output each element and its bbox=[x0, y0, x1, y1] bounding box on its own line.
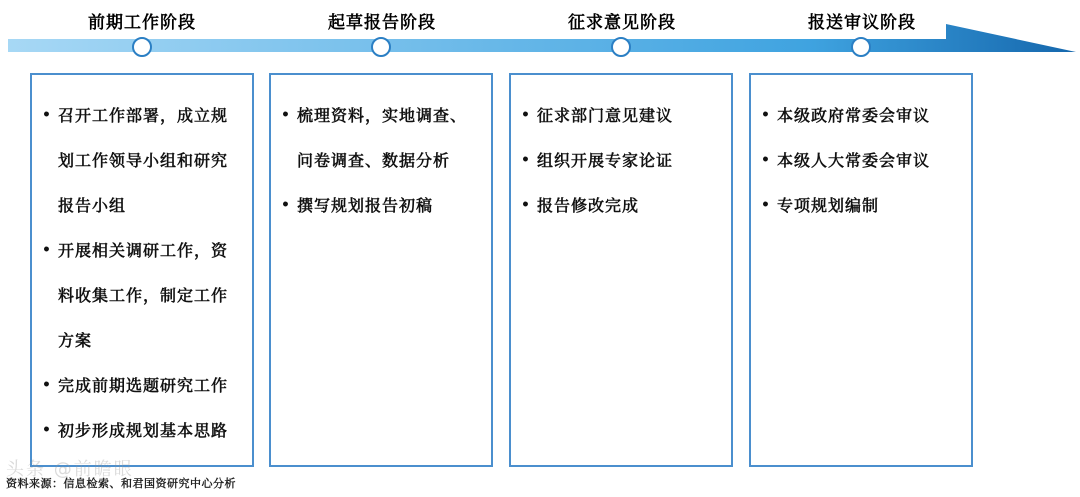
list-item: • 征求部门意见建议 bbox=[521, 93, 721, 138]
source-note: 资料来源：信息检索、和君国资研究中心分析 bbox=[6, 477, 236, 490]
watermark: 头条 @前瞻眼 bbox=[6, 459, 134, 480]
stage-card-1-list bbox=[32, 75, 252, 453]
timeline-node-4 bbox=[851, 37, 871, 57]
list-item: • 本级人大常委会审议 bbox=[761, 138, 961, 183]
stage-card-4 bbox=[749, 73, 973, 467]
stage-title-3: 征求意见阶段 bbox=[568, 13, 676, 33]
list-item: • 初步形成规划基本思路 bbox=[42, 408, 242, 453]
list-item: • 本级政府常委会审议 bbox=[761, 93, 961, 138]
stage-card-2 bbox=[269, 73, 493, 467]
stage-title-2: 起草报告阶段 bbox=[328, 13, 436, 33]
list-item: • 组织开展专家论证 bbox=[521, 138, 721, 183]
stage-card-4-list bbox=[751, 75, 971, 228]
timeline-node-3 bbox=[611, 37, 631, 57]
timeline-arrow-body bbox=[8, 24, 1076, 52]
stage-title-1: 前期工作阶段 bbox=[88, 13, 196, 33]
list-item: • 撰写规划报告初稿 bbox=[281, 183, 481, 228]
stage-title-4: 报送审议阶段 bbox=[808, 13, 916, 33]
stage-card-3 bbox=[509, 73, 733, 467]
list-item: • 梳理资料，实地调查、问卷调查、数据分析 bbox=[281, 93, 481, 183]
list-item: • 召开工作部署，成立规划工作领导小组和研究报告小组 bbox=[42, 93, 242, 228]
timeline-node-1 bbox=[132, 37, 152, 57]
list-item: • 专项规划编制 bbox=[761, 183, 961, 228]
list-item: • 开展相关调研工作，资料收集工作，制定工作方案 bbox=[42, 228, 242, 363]
timeline-arrow bbox=[8, 22, 1076, 56]
stage-card-1 bbox=[30, 73, 254, 467]
list-item: • 完成前期选题研究工作 bbox=[42, 363, 242, 408]
list-item: • 报告修改完成 bbox=[521, 183, 721, 228]
stage-card-2-list bbox=[271, 75, 491, 228]
stage-card-3-list bbox=[511, 75, 731, 228]
timeline-node-2 bbox=[371, 37, 391, 57]
